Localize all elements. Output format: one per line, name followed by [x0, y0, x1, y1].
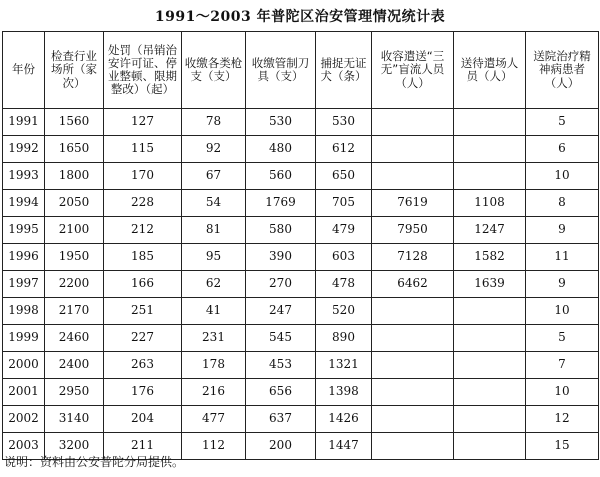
cell-repatriation	[454, 163, 526, 190]
cell-knives: 656	[246, 379, 316, 406]
header-knives: 收缴管制刀具（支）	[246, 32, 316, 109]
cell-dogs: 890	[316, 325, 372, 352]
cell-inspections: 3200	[45, 433, 104, 460]
cell-dogs: 705	[316, 190, 372, 217]
cell-year: 1995	[3, 217, 45, 244]
cell-repatriation	[454, 379, 526, 406]
table-row	[3, 325, 599, 352]
cell-knives: 1769	[246, 190, 316, 217]
cell-dogs: 1447	[316, 433, 372, 460]
cell-repatriation	[454, 433, 526, 460]
cell-knives: 637	[246, 406, 316, 433]
cell-dogs: 1321	[316, 352, 372, 379]
cell-psychiatric: 9	[526, 217, 599, 244]
cell-penalties: 170	[104, 163, 182, 190]
cell-guns: 112	[182, 433, 246, 460]
cell-year: 2001	[3, 379, 45, 406]
cell-knives: 580	[246, 217, 316, 244]
cell-dogs: 478	[316, 271, 372, 298]
cell-inspections: 1800	[45, 163, 104, 190]
header-inspections: 检查行业场所（家次）	[45, 32, 104, 109]
cell-dogs: 612	[316, 136, 372, 163]
cell-guns: 231	[182, 325, 246, 352]
cell-inspections: 2460	[45, 325, 104, 352]
header-vagrants: 收容遣送“三无”盲流人员（人）	[372, 32, 454, 109]
cell-knives: 200	[246, 433, 316, 460]
cell-inspections: 3140	[45, 406, 104, 433]
cell-guns: 78	[182, 109, 246, 136]
cell-psychiatric: 7	[526, 352, 599, 379]
table-title: 1991～2003 年普陀区治安管理情况统计表	[154, 9, 446, 25]
cell-repatriation	[454, 406, 526, 433]
cell-year: 2002	[3, 406, 45, 433]
cell-knives: 270	[246, 271, 316, 298]
cell-penalties: 251	[104, 298, 182, 325]
cell-year: 2003	[3, 433, 45, 460]
cell-psychiatric: 12	[526, 406, 599, 433]
cell-penalties: 204	[104, 406, 182, 433]
cell-dogs: 603	[316, 244, 372, 271]
cell-guns: 54	[182, 190, 246, 217]
cell-guns: 95	[182, 244, 246, 271]
header-guns: 收缴各类枪支（支）	[182, 32, 246, 109]
cell-penalties: 127	[104, 109, 182, 136]
cell-penalties: 227	[104, 325, 182, 352]
cell-vagrants	[372, 325, 454, 352]
cell-psychiatric: 11	[526, 244, 599, 271]
table-body	[3, 109, 599, 460]
cell-knives: 453	[246, 352, 316, 379]
statistics-table	[2, 31, 599, 460]
header-repatriation: 送待遣场人员（人）	[454, 32, 526, 109]
cell-penalties: 166	[104, 271, 182, 298]
cell-psychiatric: 15	[526, 433, 599, 460]
header-year: 年份	[3, 32, 45, 109]
cell-inspections: 1650	[45, 136, 104, 163]
cell-year: 1999	[3, 325, 45, 352]
cell-vagrants	[372, 109, 454, 136]
cell-inspections: 1950	[45, 244, 104, 271]
table-row	[3, 298, 599, 325]
cell-dogs: 1398	[316, 379, 372, 406]
cell-repatriation	[454, 136, 526, 163]
cell-vagrants	[372, 379, 454, 406]
header-penalties: 处罚（吊销治安许可证、停业整顿、限期整改）（起）	[104, 32, 182, 109]
cell-year: 1993	[3, 163, 45, 190]
cell-inspections: 1560	[45, 109, 104, 136]
cell-vagrants: 7128	[372, 244, 454, 271]
cell-vagrants	[372, 352, 454, 379]
cell-penalties: 263	[104, 352, 182, 379]
cell-year: 1994	[3, 190, 45, 217]
cell-vagrants	[372, 406, 454, 433]
table-row	[3, 352, 599, 379]
cell-penalties: 211	[104, 433, 182, 460]
cell-inspections: 2100	[45, 217, 104, 244]
table-row	[3, 136, 599, 163]
cell-guns: 62	[182, 271, 246, 298]
cell-repatriation	[454, 298, 526, 325]
table-row	[3, 406, 599, 433]
cell-inspections: 2170	[45, 298, 104, 325]
cell-year: 1997	[3, 271, 45, 298]
cell-psychiatric: 8	[526, 190, 599, 217]
header-psychiatric: 送院治疗精神病患者（人）	[526, 32, 599, 109]
cell-repatriation: 1639	[454, 271, 526, 298]
cell-repatriation: 1582	[454, 244, 526, 271]
cell-knives: 390	[246, 244, 316, 271]
cell-repatriation	[454, 352, 526, 379]
table-row	[3, 244, 599, 271]
cell-guns: 216	[182, 379, 246, 406]
header-dogs: 捕捉无证犬（条）	[316, 32, 372, 109]
cell-knives: 480	[246, 136, 316, 163]
cell-vagrants	[372, 298, 454, 325]
cell-dogs: 479	[316, 217, 372, 244]
cell-vagrants	[372, 163, 454, 190]
cell-knives: 545	[246, 325, 316, 352]
table-row	[3, 109, 599, 136]
cell-penalties: 176	[104, 379, 182, 406]
cell-dogs: 530	[316, 109, 372, 136]
cell-vagrants	[372, 136, 454, 163]
cell-repatriation: 1247	[454, 217, 526, 244]
cell-inspections: 2200	[45, 271, 104, 298]
cell-vagrants	[372, 433, 454, 460]
cell-penalties: 115	[104, 136, 182, 163]
cell-vagrants: 6462	[372, 271, 454, 298]
cell-penalties: 212	[104, 217, 182, 244]
cell-year: 1992	[3, 136, 45, 163]
table-row	[3, 379, 599, 406]
table-row	[3, 271, 599, 298]
cell-knives: 247	[246, 298, 316, 325]
header-row	[3, 32, 599, 109]
cell-guns: 178	[182, 352, 246, 379]
cell-repatriation	[454, 325, 526, 352]
cell-year: 1996	[3, 244, 45, 271]
cell-psychiatric: 5	[526, 109, 599, 136]
cell-penalties: 228	[104, 190, 182, 217]
cell-repatriation	[454, 109, 526, 136]
cell-inspections: 2950	[45, 379, 104, 406]
cell-guns: 81	[182, 217, 246, 244]
cell-year: 1991	[3, 109, 45, 136]
table-row	[3, 190, 599, 217]
cell-inspections: 2050	[45, 190, 104, 217]
cell-inspections: 2400	[45, 352, 104, 379]
cell-repatriation: 1108	[454, 190, 526, 217]
cell-dogs: 650	[316, 163, 372, 190]
cell-vagrants: 7619	[372, 190, 454, 217]
footnote: 说明：资料由公安普陀分局提供。	[4, 455, 185, 469]
cell-psychiatric: 6	[526, 136, 599, 163]
cell-guns: 92	[182, 136, 246, 163]
cell-psychiatric: 9	[526, 271, 599, 298]
cell-vagrants: 7950	[372, 217, 454, 244]
cell-penalties: 185	[104, 244, 182, 271]
cell-psychiatric: 10	[526, 379, 599, 406]
cell-guns: 67	[182, 163, 246, 190]
cell-guns: 41	[182, 298, 246, 325]
cell-psychiatric: 10	[526, 163, 599, 190]
cell-dogs: 520	[316, 298, 372, 325]
cell-psychiatric: 5	[526, 325, 599, 352]
cell-knives: 530	[246, 109, 316, 136]
table-row	[3, 163, 599, 190]
table-row	[3, 217, 599, 244]
cell-dogs: 1426	[316, 406, 372, 433]
cell-guns: 477	[182, 406, 246, 433]
cell-psychiatric: 10	[526, 298, 599, 325]
cell-knives: 560	[246, 163, 316, 190]
cell-year: 1998	[3, 298, 45, 325]
cell-year: 2000	[3, 352, 45, 379]
